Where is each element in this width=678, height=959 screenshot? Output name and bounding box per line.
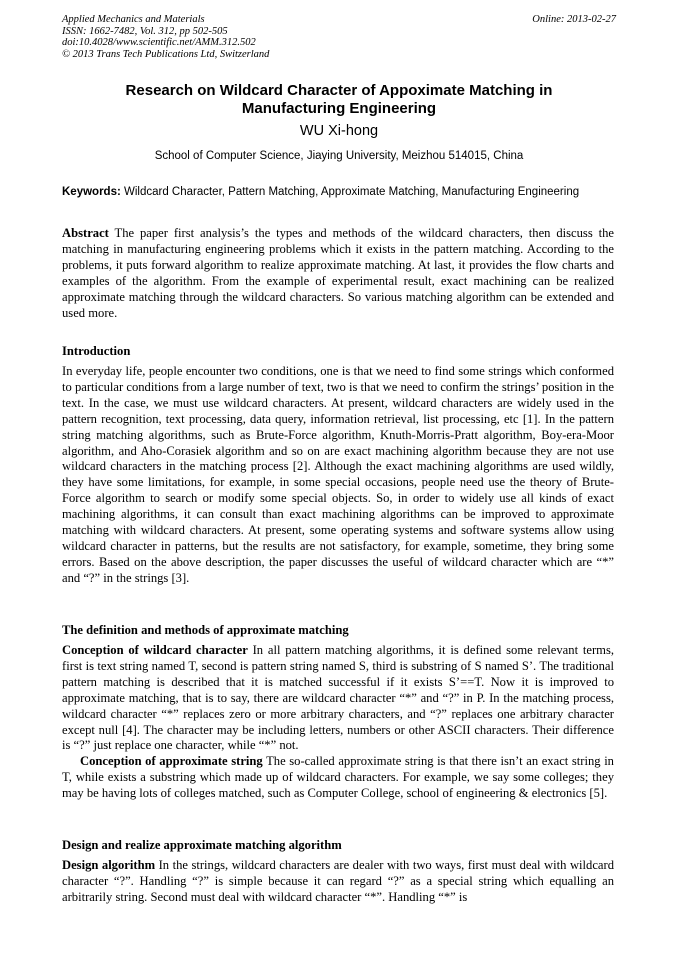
approximate-string-paragraph: [62, 754, 614, 802]
paper-title: [62, 82, 616, 118]
introduction-heading: Introduction: [62, 344, 131, 358]
design-heading: Design and realize approximate matching algorithm: [62, 838, 342, 852]
abstract-label: Abstract: [62, 226, 109, 240]
journal-header: [62, 14, 616, 60]
approximate-string-label: Conception of approximate string: [80, 754, 263, 768]
issn-line: ISSN: 1662-7482, Vol. 312, pp 502-505: [62, 25, 228, 37]
abstract-text: The paper first analysis’s the types and methods of the wildcard characters, then discuss the matching in manufacturing engineering problems which it exists in the pattern matching. According to the problems, it puts forward algorithm to realize approximate matching. At last, it provides the flow charts and examples of the algorithm. From the example of experimental result, exact machining can be realized approximate matching through the wildcard characters. So various matching algorithm can be extended and used more.: [62, 226, 614, 320]
doi-line: doi:10.4028/www.scientific.net/AMM.312.502: [62, 37, 256, 49]
wildcard-conception-label: Conception of wildcard character: [62, 643, 248, 657]
design-algorithm-label: Design algorithm: [62, 858, 156, 872]
keywords-text: Wildcard Character, Pattern Matching, Approximate Matching, Manufacturing Engineering: [120, 186, 580, 198]
approximate-string-text: The so-called approximate string is that there isn’t an exact string in T, while exists a substring which made up of wildcard characters. For example, we say some colleges; they may be having lots of colleges matched, such as Computer College, school of engineering & electronics [5].: [62, 754, 614, 800]
wildcard-conception-text: In all pattern matching algorithms, it is defined some relevant terms, first is text string named T, second is pattern string named S, third is substring of S named S’. The traditional pattern matching is described that it is matched successful if it exists S’==T. Now it is improved to approximate matching, that is to say, there are wildcard character “*” and “?” in P. In the matching process, wildcard character “*” replaces zero or more arbitrary characters, and “?” replaces one arbitrary character except null [4]. The character may be including letters, numbers or other ASCII characters. Their difference is “?” just replace one character, while “*” not.: [62, 643, 614, 753]
journal-name: Applied Mechanics and Materials: [62, 14, 205, 25]
definition-heading: The definition and methods of approximate matching: [62, 623, 349, 637]
author-affiliation: School of Computer Science, Jiaying University, Meizhou 514015, China: [154, 150, 524, 162]
title-line-1: Research on Wildcard Character of Appoximate Matching in: [125, 82, 553, 99]
author-name: WU Xi-hong: [299, 123, 379, 139]
design-algorithm-text: In the strings, wildcard characters are dealer with two ways, first must deal with wildcard character “?”. Handling “?” is simple because it can regard “?” as a special string which equalling an arbitrarily string. Second must deal with wildcard character “*”. Handling “*” is: [62, 858, 615, 904]
keywords-section: [62, 185, 614, 200]
keywords-label: Keywords:: [62, 186, 121, 198]
design-algorithm-paragraph: [62, 858, 614, 906]
wildcard-conception-paragraph: [62, 643, 614, 754]
online-date: Online: 2013-02-27: [532, 14, 616, 25]
copyright-line: © 2013 Trans Tech Publications Ltd, Switzerland: [62, 48, 270, 60]
abstract-paragraph: [62, 226, 614, 321]
introduction-paragraph: In everyday life, people encounter two conditions, one is that we need to find some strings which conformed to particular conditions from a large number of text, two is that we need to confirm the strings’ position in the text. In the case, we must use wildcard characters. At present, wildcard characters are widely used in the pattern recognition, text processing, data query, information retrieval, list processing, etc [1]. In the pattern string matching algorithms, such as Brute-Force algorithm, Knuth-Morris-Pratt algorithm, Boy-era-Moor algorithm, and Aho-Corasiek algorithm and so on are exact machining algorithm because they are not use wildcard characters in the matching process [2]. Although the exact machining algorithms are used wildly, they have some limitations, for example, in some special occasions, people need use the theory of Brute-Force algorithm to search or modify some special objects. So, in order to widely use all kinds of exact machining algorithms, it can consult than exact machining algorithms can be improved to approximate matching with wildcard characters. At present, some operating systems and software systems allow using wildcard character in patterns, but the results are not satisfactory, for example, sometime, they bring some errors. Based on the above description, the paper discusses the useful of wildcard character which are “*” and “?” in the strings [3].: [62, 364, 614, 585]
title-line-2: Manufacturing Engineering: [241, 100, 437, 117]
